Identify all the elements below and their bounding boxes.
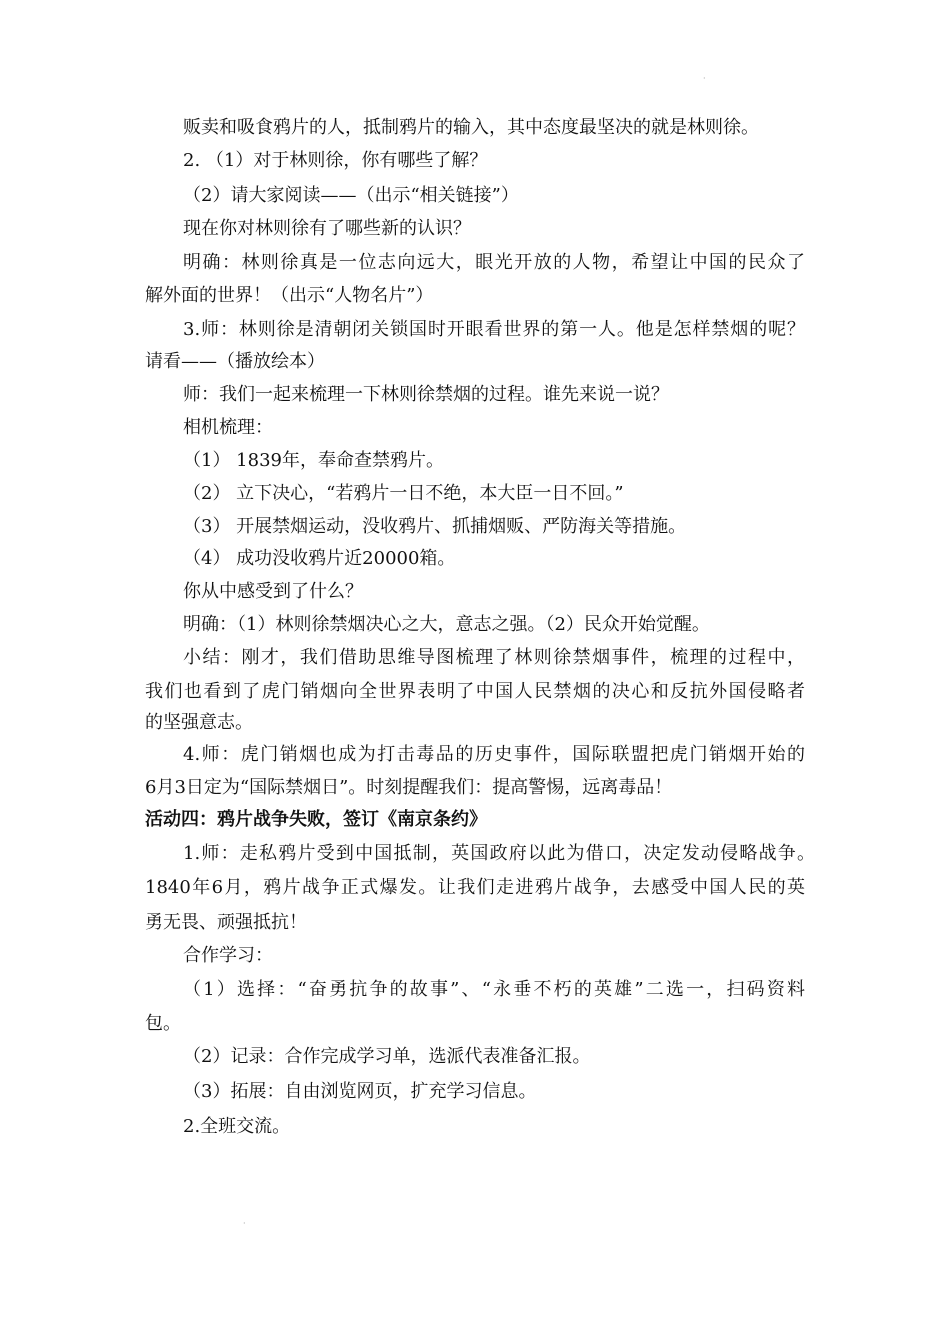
footer-mark: · [243,1219,246,1228]
text-line-7: 3.师：林则徐是清朝闭关锁国时开眼看世界的第一人。他是怎样禁烟的呢？ [183,319,805,340]
text-line-12: （2） 立下决心，“若鸦片一日不绝，本大臣一日不回。” [183,483,624,504]
text-line-2: 2. （1）对于林则徐，你有哪些了解？ [183,150,488,171]
text-line-20: 4.师：虎门销烟也成为打击毒品的历史事件，国际联盟把虎门销烟开始的 [183,744,805,765]
text-line-11: （1） 1839年，奉命查禁鸦片。 [183,450,444,471]
text-line-17: 小结：刚才，我们借助思维导图梳理了林则徐禁烟事件，梳理的过程中， [183,647,805,668]
text-line-25: 勇无畏、顽强抵抗！ [145,912,307,933]
text-line-24: 1840年6月，鸦片战争正式爆发。让我们走进鸦片战争，去感受中国人民的英 [145,877,805,898]
section-heading: 活动四：鸦片战争失败，签订《南京条约》 [145,809,487,830]
text-line-15: 你从中感受到了什么？ [183,581,363,602]
text-line-13: （3） 开展禁烟运动，没收鸦片、抓捕烟贩、严防海关等措施。 [183,516,687,537]
text-line-21: 6月3日定为“国际禁烟日”。时刻提醒我们：提高警惕，远离毒品！ [145,777,673,798]
text-line-9: 师：我们一起来梳理一下林则徐禁烟的过程。谁先来说一说？ [183,384,669,405]
text-line-6: 解外面的世界！（出示“人物名片”） [145,285,434,306]
text-line-1: 贩卖和吸食鸦片的人，抵制鸦片的输入，其中态度最坚决的就是林则徐。 [183,117,759,138]
text-line-10: 相机梳理： [183,417,273,438]
text-line-19: 的坚强意志。 [145,712,253,733]
text-line-16: 明确：（1）林则徐禁烟决心之大，意志之强。（2）民众开始觉醒。 [183,614,710,635]
text-line-23: 1.师：走私鸦片受到中国抵制，英国政府以此为借口，决定发动侵略战争。 [183,843,815,864]
text-line-30: （3）拓展：自由浏览网页，扩充学习信息。 [183,1081,537,1102]
text-line-3: （2）请大家阅读——（出示“相关链接”） [183,185,519,206]
text-line-14: （4） 成功没收鸦片近20000箱。 [183,548,456,569]
text-line-18: 我们也看到了虎门销烟向全世界表明了中国人民禁烟的决心和反抗外国侵略者 [145,681,805,702]
text-line-27: （1）选择：“奋勇抗争的故事”、“永垂不朽的英雄”二选一，扫码资料 [183,979,805,1000]
text-line-28: 包。 [145,1013,181,1034]
text-line-29: （2）记录：合作完成学习单，选派代表准备汇报。 [183,1046,591,1067]
text-line-31: 2.全班交流。 [183,1116,291,1137]
text-line-4: 现在你对林则徐有了哪些新的认识？ [183,218,471,239]
header-mark: · [703,74,706,83]
text-line-8: 请看——（播放绘本） [145,351,325,372]
text-line-5: 明确：林则徐真是一位志向远大，眼光开放的人物，希望让中国的民众了 [183,252,805,273]
text-line-26: 合作学习： [183,945,273,966]
